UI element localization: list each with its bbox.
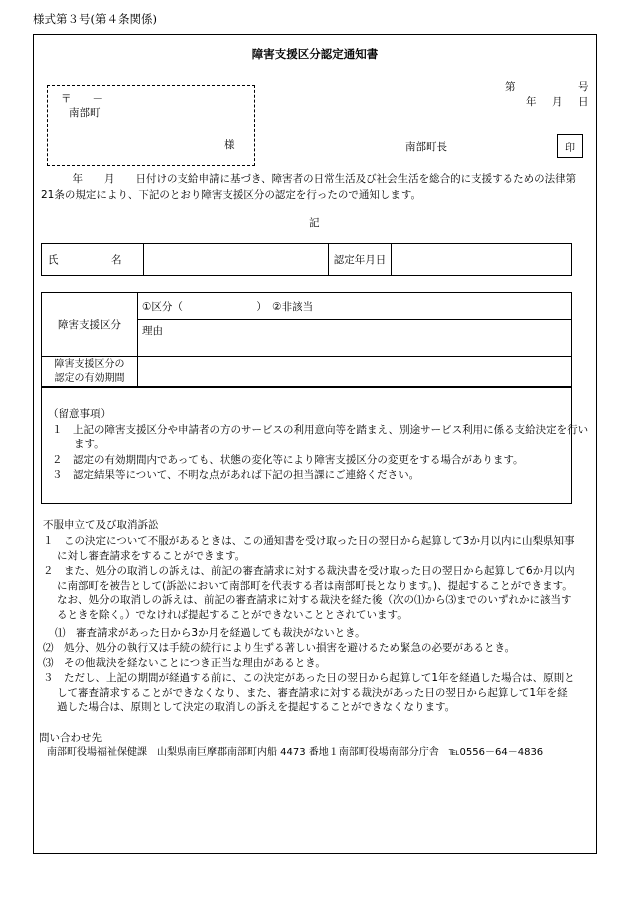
appeal-heading: 不服申立て及び取消訴訟: [43, 519, 159, 531]
address-box: [47, 85, 255, 166]
category-label: 障害支援区分: [42, 293, 138, 357]
note-item-3: ３ 認定結果等について、不明な点があれば下記の担当課にご連絡ください。: [52, 469, 420, 481]
notes-heading: （留意事項）: [48, 408, 111, 420]
seal-label: 印: [565, 142, 575, 154]
appeal-item-2: ２ また、処分の取消しの訴えは、前記の審査請求に対する裁決書を受け取った日の翌日から起算して6か月以内に南部町を被告として(訴訟において南部町を代表する者は南部町長となります。)、提起することができます。なお、処分の取消しの訴えは、前記の審査請求に対する裁決を経た後（次の⑴から⑶までのいずれかに該当するときを除く。）でなければ提起することができないこととされています。: [43, 565, 575, 621]
appeal-item-3: ３ ただし、上記の期間が経過する前に、この決定があった日の翌日から起算して1年を経過した場合は、原則として審査請求することができなくなり、また、審査請求に対する裁決があった日の翌日から起算して1年を経過した場合は、原則として決定の取消しの訴えを提起することができなくなります。: [43, 672, 575, 713]
name-table: [41, 243, 572, 276]
honorific: 様: [224, 139, 235, 151]
cert-date-label: 認定年月日: [329, 244, 392, 276]
contact-line: 南部町役場福祉保健課 山梨県南巨摩郡南部町内船 4473 番地１南部町役場南部分庁舎 ℡0556－64－4836: [47, 747, 544, 758]
appeal-item-1: １ この決定について不服があるときは、この通知書を受け取った日の翌日から起算して3か月以内に山梨県知事に対し審査請求をすることができます。: [43, 535, 575, 562]
date-month: 月: [552, 96, 563, 108]
form-number: 様式第３号(第４条関係): [33, 12, 157, 26]
address-town: 南部町: [69, 107, 101, 119]
issuer-name: 南部町長: [405, 141, 447, 153]
intro-text: 年 月 日付けの支給申請に基づき、障害者の日常生活及び社会生活を総合的に支援するための法律第21条の規定により、下記のとおり障害支援区分の認定を行ったので通知します。: [41, 173, 577, 201]
postal-code: 〒 －: [61, 93, 103, 105]
category-table: [41, 292, 572, 387]
validity-value: [138, 357, 572, 387]
name-label: 氏 名: [42, 244, 144, 276]
note-item-2: ２ 認定の有効期間内であっても、状態の変化等により障害支援区分の変更をする場合があります。: [52, 454, 524, 466]
category-options: ①区分（ ） ②非該当: [138, 293, 572, 320]
contact-heading: 問い合わせ先: [39, 732, 102, 744]
cert-date-value: [392, 244, 572, 276]
validity-label-line1: 障害支援区分の: [54, 358, 125, 370]
ki-label: 記: [309, 217, 320, 229]
date-day: 日: [578, 96, 589, 108]
doc-number-go: 号: [578, 81, 589, 93]
appeal-sub-2: ⑵ 処分、処分の執行又は手続の続行により生ずる著しい損害を避けるため緊急の必要があるとき。: [43, 642, 516, 654]
date-year: 年: [526, 96, 537, 108]
appeal-sub-1: ⑴ 審査請求があった日から3か月を経過しても裁決がないとき。: [55, 627, 366, 639]
note-item-1: １ 上記の障害支援区分や申請者の方のサービスの利用意向等を踏まえ、別途サービス利用に係る支給決定を行います。: [52, 424, 589, 450]
document-title: 障害支援区分認定通知書: [251, 47, 379, 61]
appeal-sub-3: ⑶ その他裁決を経ないことにつき正当な理由があるとき。: [43, 657, 326, 669]
validity-label-line2: 認定の有効期間: [54, 372, 125, 384]
seal-box: [557, 134, 583, 158]
doc-number-dai: 第: [505, 81, 516, 93]
reason-label: 理由: [138, 320, 572, 357]
name-value: [144, 244, 329, 276]
validity-label: [42, 357, 138, 387]
